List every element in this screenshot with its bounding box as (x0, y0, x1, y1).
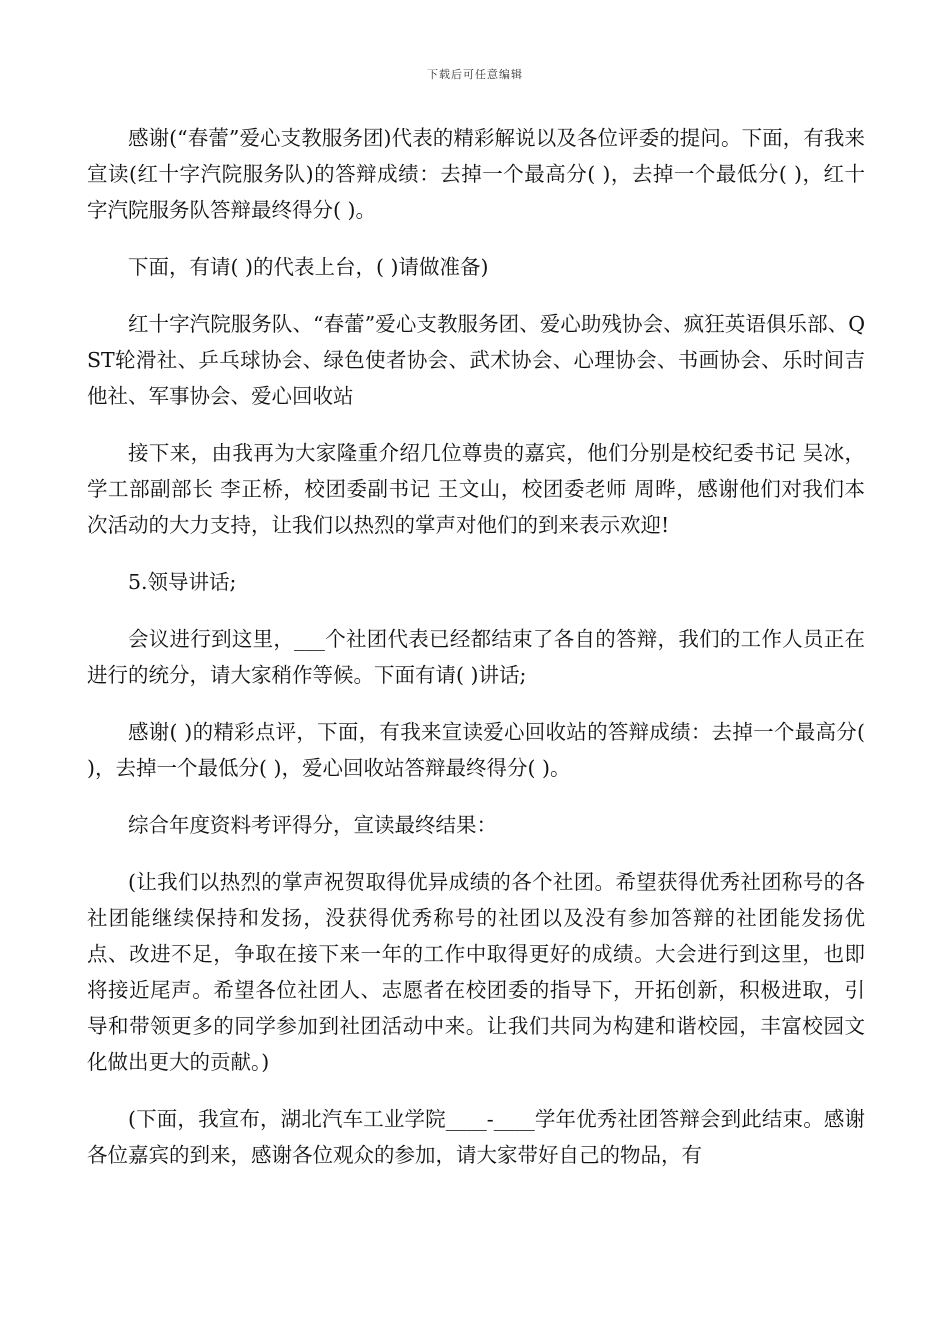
paragraph-score-announcement-1: 感谢(“春蕾”爱心支教服务团)代表的精彩解说以及各位评委的提问。下面，有我来宣读(红十字汽院服务队)的答辩成绩：去掉一个最高分( )，去掉一个最低分( )，红十字汽院服务队答辩最终得分( )。 (87, 126, 865, 222)
paragraph-final-results: 综合年度资料考评得分，宣读最终结果： (128, 813, 497, 837)
paragraph-guest-introduction: 接下来，由我再为大家隆重介绍几位尊贵的嘉宾，他们分别是校纪委书记 吴冰，学工部副部长 李正桥，校团委副书记 王文山，校团委老师 周晔，感谢他们对我们本次活动的大力支持，让我们以热烈的掌声对他们的到来表示欢迎! (87, 441, 865, 537)
paragraph-section-heading: 5.领导讲话; (128, 570, 237, 594)
paragraph-next-speaker: 下面，有请( )的代表上台，( )请做准备) (128, 255, 489, 279)
document-body (87, 120, 865, 1194)
header-note: 下载后可任意编辑 (427, 68, 523, 81)
paragraph-score-announcement-2: 感谢( )的精彩点评，下面，有我来宣读爱心回收站的答辩成绩：去掉一个最高分( )，去掉一个最低分( )，爱心回收站答辩最终得分( )。 (87, 720, 865, 780)
paragraph-closing: (下面，我宣布，湖北汽车工业学院____-____学年优秀社团答辩会到此结束。感谢各位嘉宾的到来，感谢各位观众的参加，请大家带好自己的物品，有 (87, 1107, 865, 1167)
paragraph-club-list: 红十字汽院服务队、“春蕾”爱心支教服务团、爱心助残协会、疯狂英语俱乐部、QST轮滑社、乒乓球协会、绿色使者协会、武术协会、心理协会、书画协会、乐时间吉他社、军事协会、爱心回收站 (87, 312, 865, 408)
paragraph-scoring-wait: 会议进行到这里，___个社团代表已经都结束了各自的答辩，我们的工作人员正在进行的统分，请大家稍作等候。下面有请( )讲话; (87, 627, 865, 687)
paragraph-congratulations: (让我们以热烈的掌声祝贺取得优异成绩的各个社团。希望获得优秀社团称号的各社团能继续保持和发扬，没获得优秀称号的社团以及没有参加答辩的社团能发扬优点、改进不足，争取在接下来一年的工作中取得更好的成绩。大会进行到这里，也即将接近尾声。希望各位社团人、志愿者在校团委的指导下，开拓创新，积极进取，引导和带领更多的同学参加到社团活动中来。让我们共同为构建和谐校园，丰富校园文化做出更大的贡献。) (87, 870, 865, 1074)
